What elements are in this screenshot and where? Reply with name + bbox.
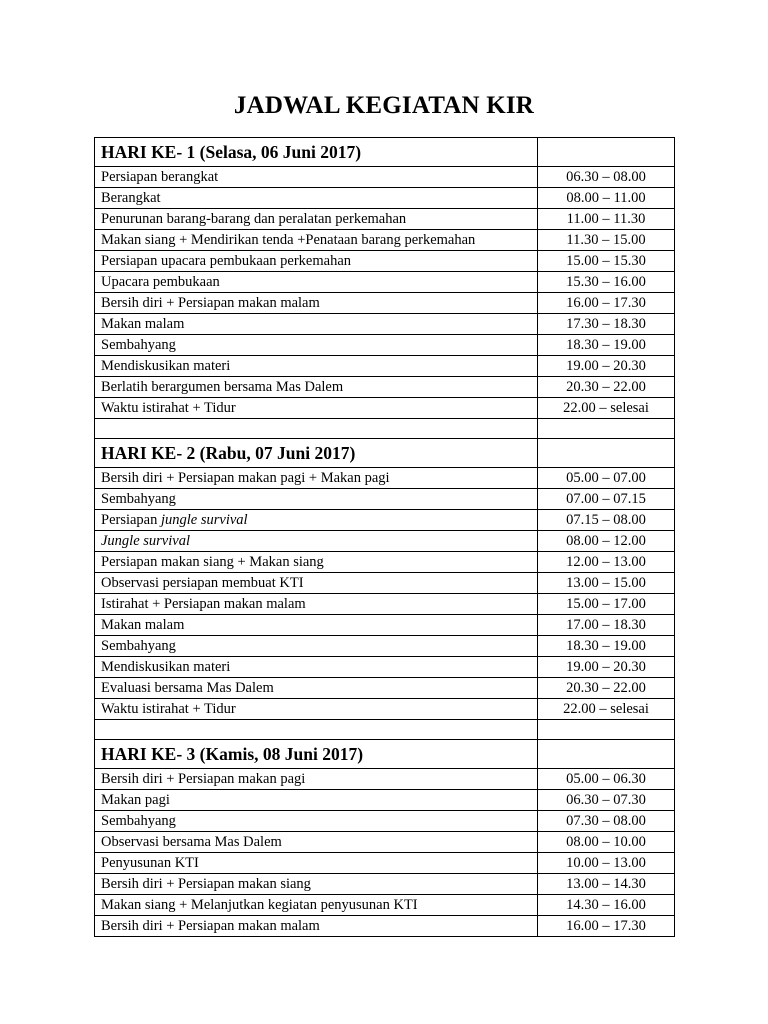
time-cell: 11.00 – 11.30 — [538, 209, 675, 230]
document-title: JADWAL KEGIATAN KIR — [233, 92, 535, 119]
time-cell: 08.00 – 10.00 — [538, 832, 675, 853]
table-row — [95, 874, 675, 895]
table-row — [95, 594, 675, 615]
time-cell: 06.30 – 08.00 — [538, 167, 675, 188]
time-cell: 10.00 – 13.00 — [538, 853, 675, 874]
spacer-row — [95, 720, 675, 740]
activity-cell: Makan siang + Melanjutkan kegiatan penyusunan KTI — [95, 895, 538, 916]
activity-cell: Sembahyang — [95, 636, 538, 657]
table-row — [95, 832, 675, 853]
activity-cell — [95, 531, 538, 552]
activity-cell: Persiapan upacara pembukaan perkemahan — [95, 251, 538, 272]
day-header: HARI KE- 2 (Rabu, 07 Juni 2017) — [95, 439, 538, 468]
table-row — [95, 377, 675, 398]
time-cell: 16.00 – 17.30 — [538, 916, 675, 937]
table-row — [95, 468, 675, 489]
activity-italic: jungle survival — [161, 511, 248, 528]
time-cell: 07.00 – 07.15 — [538, 489, 675, 510]
time-cell: 17.00 – 18.30 — [538, 615, 675, 636]
time-cell: 19.00 – 20.30 — [538, 356, 675, 377]
activity-cell: Observasi persiapan membuat KTI — [95, 573, 538, 594]
table-row — [95, 293, 675, 314]
time-cell: 08.00 – 12.00 — [538, 531, 675, 552]
activity-cell: Sembahyang — [95, 335, 538, 356]
day-header-row — [95, 138, 675, 167]
table-row — [95, 615, 675, 636]
table-row — [95, 636, 675, 657]
time-cell: 20.30 – 22.00 — [538, 377, 675, 398]
activity-cell: Sembahyang — [95, 811, 538, 832]
table-row — [95, 398, 675, 419]
activity-cell: Persiapan makan siang + Makan siang — [95, 552, 538, 573]
empty-cell — [538, 419, 675, 439]
activity-cell: Waktu istirahat + Tidur — [95, 398, 538, 419]
table-row — [95, 251, 675, 272]
table-row — [95, 699, 675, 720]
table-row — [95, 790, 675, 811]
activity-cell: Penurunan barang-barang dan peralatan perkemahan — [95, 209, 538, 230]
activity-cell: Waktu istirahat + Tidur — [95, 699, 538, 720]
time-cell: 06.30 – 07.30 — [538, 790, 675, 811]
activity-cell: Bersih diri + Persiapan makan malam — [95, 293, 538, 314]
day-header-time-cell — [538, 439, 675, 468]
time-cell: 11.30 – 15.00 — [538, 230, 675, 251]
table-row — [95, 167, 675, 188]
table-row — [95, 272, 675, 293]
day-header-row — [95, 740, 675, 769]
activity-cell: Makan malam — [95, 314, 538, 335]
table-row — [95, 573, 675, 594]
activity-cell: Persiapan berangkat — [95, 167, 538, 188]
activity-italic: Jungle survival — [101, 532, 190, 549]
time-cell: 22.00 – selesai — [538, 699, 675, 720]
time-cell: 14.30 – 16.00 — [538, 895, 675, 916]
time-cell: 13.00 – 15.00 — [538, 573, 675, 594]
time-cell: 08.00 – 11.00 — [538, 188, 675, 209]
time-cell: 17.30 – 18.30 — [538, 314, 675, 335]
empty-cell — [95, 419, 538, 439]
time-cell: 19.00 – 20.30 — [538, 657, 675, 678]
table-row — [95, 916, 675, 937]
activity-cell: Observasi bersama Mas Dalem — [95, 832, 538, 853]
table-row — [95, 188, 675, 209]
activity-cell: Sembahyang — [95, 489, 538, 510]
schedule-table — [94, 137, 675, 937]
activity-cell: Makan malam — [95, 615, 538, 636]
activity-cell: Bersih diri + Persiapan makan siang — [95, 874, 538, 895]
activity-cell: Makan siang + Mendirikan tenda +Penataan barang perkemahan — [95, 230, 538, 251]
table-row — [95, 895, 675, 916]
time-cell: 07.15 – 08.00 — [538, 510, 675, 531]
table-row — [95, 769, 675, 790]
table-row — [95, 335, 675, 356]
empty-cell — [538, 720, 675, 740]
activity-cell: Bersih diri + Persiapan makan pagi — [95, 769, 538, 790]
time-cell: 22.00 – selesai — [538, 398, 675, 419]
time-cell: 13.00 – 14.30 — [538, 874, 675, 895]
day-header: HARI KE- 3 (Kamis, 08 Juni 2017) — [95, 740, 538, 769]
activity-cell: Mendiskusikan materi — [95, 356, 538, 377]
table-row — [95, 678, 675, 699]
activity-cell: Berangkat — [95, 188, 538, 209]
table-row — [95, 510, 675, 531]
day-header-time-cell — [538, 740, 675, 769]
activity-cell: Bersih diri + Persiapan makan malam — [95, 916, 538, 937]
activity-prefix: Persiapan — [101, 511, 161, 528]
activity-cell: Makan pagi — [95, 790, 538, 811]
time-cell: 15.00 – 17.00 — [538, 594, 675, 615]
table-row — [95, 230, 675, 251]
day-header-time-cell — [538, 138, 675, 167]
time-cell: 15.30 – 16.00 — [538, 272, 675, 293]
activity-cell: Mendiskusikan materi — [95, 657, 538, 678]
table-row — [95, 489, 675, 510]
table-row — [95, 811, 675, 832]
table-row — [95, 657, 675, 678]
table-row — [95, 531, 675, 552]
activity-cell: Istirahat + Persiapan makan malam — [95, 594, 538, 615]
time-cell: 15.00 – 15.30 — [538, 251, 675, 272]
activity-cell: Bersih diri + Persiapan makan pagi + Makan pagi — [95, 468, 538, 489]
time-cell: 18.30 – 19.00 — [538, 636, 675, 657]
activity-cell: Penyusunan KTI — [95, 853, 538, 874]
activity-cell: Berlatih berargumen bersama Mas Dalem — [95, 377, 538, 398]
table-row — [95, 209, 675, 230]
time-cell: 07.30 – 08.00 — [538, 811, 675, 832]
activity-cell — [95, 510, 538, 531]
spacer-row — [95, 419, 675, 439]
activity-cell: Evaluasi bersama Mas Dalem — [95, 678, 538, 699]
time-cell: 05.00 – 07.00 — [538, 468, 675, 489]
time-cell: 05.00 – 06.30 — [538, 769, 675, 790]
time-cell: 18.30 – 19.00 — [538, 335, 675, 356]
time-cell: 12.00 – 13.00 — [538, 552, 675, 573]
empty-cell — [95, 720, 538, 740]
day-header-row — [95, 439, 675, 468]
table-row — [95, 853, 675, 874]
time-cell: 16.00 – 17.30 — [538, 293, 675, 314]
time-cell: 20.30 – 22.00 — [538, 678, 675, 699]
day-header: HARI KE- 1 (Selasa, 06 Juni 2017) — [95, 138, 538, 167]
activity-cell: Upacara pembukaan — [95, 272, 538, 293]
table-row — [95, 356, 675, 377]
table-row — [95, 552, 675, 573]
table-row — [95, 314, 675, 335]
